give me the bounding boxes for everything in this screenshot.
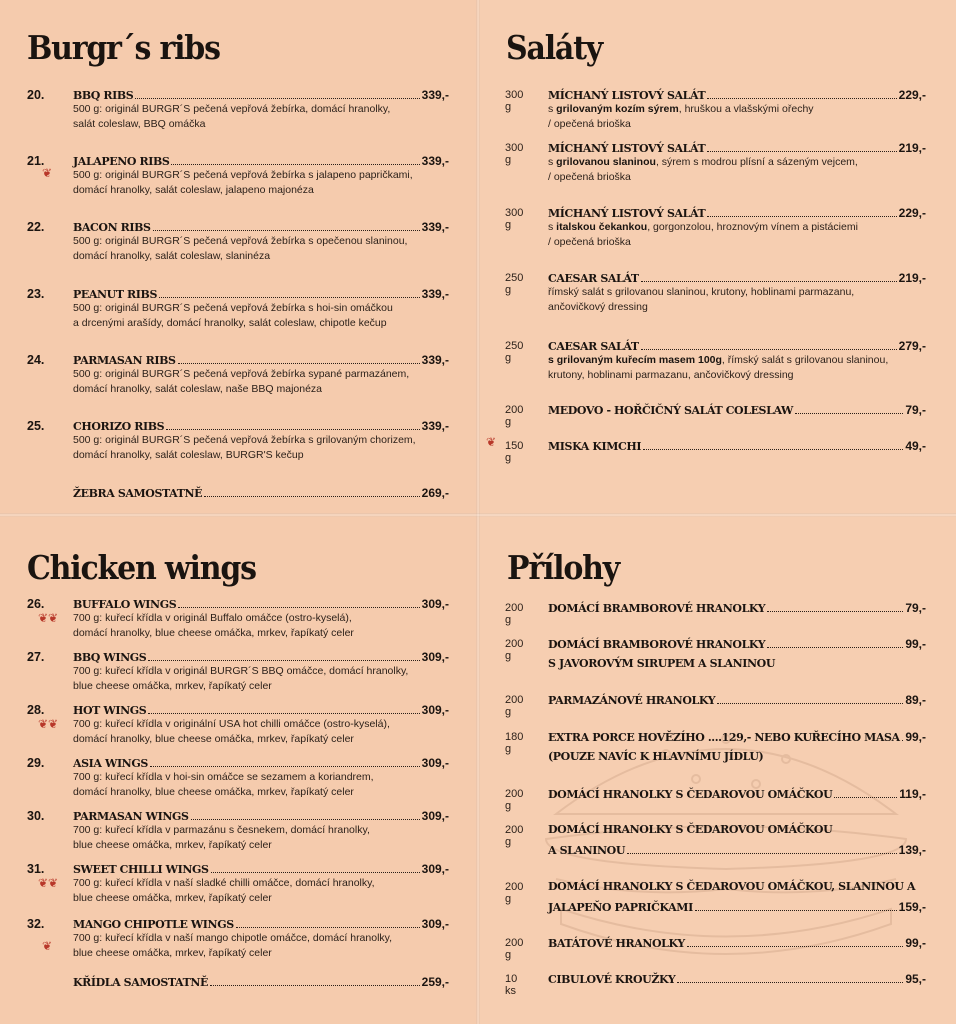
item-number: 32. xyxy=(27,917,45,931)
item-description: 500 g: originál BURGR´S pečená vepřová žebírka s grilovaným chorizem, domácí hranolky, salát coleslaw, BURGR'S kečup xyxy=(73,434,416,461)
item-name: ŽEBRA SAMOSTATNĚ xyxy=(73,487,203,500)
item-description: 500 g: originál BURGR´S pečená vepřová žebírka sypané parmazánem, domácí hranolky, salát coleslaw, naše BBQ majonéza xyxy=(73,368,410,395)
item-weight: 200 g xyxy=(505,937,524,961)
item-name: ASIA WINGS xyxy=(73,757,148,770)
item-price: 339,- xyxy=(421,220,449,234)
item-number: 29. xyxy=(27,756,45,770)
item-name: MANGO CHIPOTLE WINGS xyxy=(73,918,234,931)
item-name-line xyxy=(73,597,449,612)
item-weight: 200 g xyxy=(505,824,524,848)
leader-dots xyxy=(902,739,904,741)
item-number: 23. xyxy=(27,287,45,301)
item-description: římský salát s grilovanou slaninou, krutony, hoblinami parmazanu, ančovičkový dressing xyxy=(548,286,855,313)
item-price: 309,- xyxy=(421,597,449,611)
item-price: 309,- xyxy=(421,917,449,931)
chili-pepper-icon: ❦ xyxy=(42,939,53,953)
item-weight: 150 g xyxy=(505,440,524,464)
item-name: DOMÁCÍ BRAMBOROVÉ HRANOLKY xyxy=(548,602,766,615)
leader-dots xyxy=(707,150,896,152)
item-price: 229,- xyxy=(898,206,926,220)
item-name-line xyxy=(73,154,449,169)
item-name: CHORIZO RIBS xyxy=(73,420,165,433)
item-price: 309,- xyxy=(421,756,449,770)
item-name-line xyxy=(73,756,449,771)
leader-dots xyxy=(643,448,903,450)
wings-title: Chicken wings xyxy=(27,550,256,588)
item-price: 229,- xyxy=(898,88,926,102)
item-name-line xyxy=(73,703,449,718)
item-name: BBQ WINGS xyxy=(73,651,147,664)
item-name-line xyxy=(548,730,926,745)
leader-dots xyxy=(767,646,903,648)
item-price: 309,- xyxy=(421,809,449,823)
item-description: 700 g: kuřecí křídla v originální USA hot chilli omáčce (ostro-kyselá), domácí hranolky, blue cheese omáčka, mrkev, řapíkatý celer xyxy=(73,718,390,745)
item-price: 279,- xyxy=(898,339,926,353)
item-name-line xyxy=(548,972,926,987)
item-name-line xyxy=(73,88,449,103)
item-name: MÍCHANÝ LISTOVÝ SALÁT xyxy=(548,142,706,155)
item-name: CAESAR SALÁT xyxy=(548,272,639,285)
item-price: 309,- xyxy=(421,650,449,664)
item-number: 20. xyxy=(27,88,45,102)
chili-pepper-icon: ❦❦ xyxy=(38,611,59,625)
leader-dots xyxy=(150,765,420,767)
leader-dots xyxy=(166,428,419,430)
item-weight: 10 ks xyxy=(505,973,518,997)
item-price: 79,- xyxy=(905,403,926,417)
leader-dots xyxy=(178,606,419,608)
item-name: DOMÁCÍ HRANOLKY S ČEDAROVOU OMÁČKOU xyxy=(548,788,833,801)
item-price: 49,- xyxy=(905,439,926,453)
item-price: 259,- xyxy=(421,975,449,989)
item-description: 700 g: kuřecí křídla v originál BURGR´S BBQ omáčce, domácí hranolky, blue cheese omáčka, mrkev, řapíkatý celer xyxy=(73,665,409,692)
item-description: 500 g: originál BURGR´S pečená vepřová žebírka, domácí hranolky, salát coleslaw, BBQ omáčka xyxy=(73,103,391,130)
item-price: 79,- xyxy=(905,601,926,615)
item-weight: 180 g xyxy=(505,731,524,755)
item-description: s italskou čekankou, gorgonzolou, hroznovým vínem a pistáciemi / opečená brioška xyxy=(548,221,858,248)
item-name: CAESAR SALÁT xyxy=(548,340,639,353)
item-name-line xyxy=(548,271,926,286)
leader-dots xyxy=(795,412,903,414)
item-price: 119,- xyxy=(899,787,926,801)
item-name-continued: (POUZE NAVÍC K HLAVNÍMU JÍDLU) xyxy=(548,750,764,763)
item-name: EXTRA PORCE HOVĚZÍHO ....129,- NEBO KUŘECÍHO MASA xyxy=(548,731,900,744)
item-price: 159,- xyxy=(898,900,926,914)
item-name: JALAPENO RIBS xyxy=(73,155,170,168)
item-name-line xyxy=(548,141,926,156)
item-name: PARMASAN WINGS xyxy=(73,810,189,823)
leader-dots xyxy=(707,97,896,99)
item-name: DOMÁCÍ BRAMBOROVÉ HRANOLKY xyxy=(548,638,766,651)
item-name-line xyxy=(548,787,926,802)
item-price: 339,- xyxy=(421,88,449,102)
item-name-line xyxy=(73,287,449,302)
leader-dots xyxy=(191,818,420,820)
item-description: 700 g: kuřecí křídla v naší mango chipotle omáčce, domácí hranolky, blue cheese omáčka, mrkev, řapíkatý celer xyxy=(73,932,393,959)
leader-dots xyxy=(171,163,419,165)
item-name-line xyxy=(548,88,926,103)
item-name-line xyxy=(548,206,926,221)
item-description: 500 g: originál BURGR´S pečená vepřová žebírka s jalapeno papričkami, domácí hranolky, salát coleslaw, jalapeno majonéza xyxy=(73,169,413,196)
item-price: 99,- xyxy=(905,730,926,744)
ribs-title: Burgr´s ribs xyxy=(27,30,220,68)
item-number: 25. xyxy=(27,419,45,433)
item-description: s grilovaným kuřecím masem 100g, římský salát s grilovanou slaninou, krutony, hoblinami parmazanu, ančovičkový dressing xyxy=(548,354,889,381)
item-number: 26. xyxy=(27,597,45,611)
item-name-line xyxy=(548,439,926,454)
item-description: 500 g: originál BURGR´S pečená vepřová žebírka s hoi-sin omáčkou a drcenými arašídy, domácí hranolky, salát coleslaw, chipotle kečup xyxy=(73,302,393,329)
item-price: 89,- xyxy=(905,693,926,707)
item-name-line xyxy=(548,637,926,652)
leader-dots xyxy=(687,945,903,947)
item-description: 700 g: kuřecí křídla v parmazánu s česnekem, domácí hranolky, blue cheese omáčka, mrkev, řapíkatý celer xyxy=(73,824,370,851)
item-name: PARMASAN RIBS xyxy=(73,354,176,367)
item-name: HOT WINGS xyxy=(73,704,147,717)
item-name: BUFFALO WINGS xyxy=(73,598,177,611)
item-price: 339,- xyxy=(421,419,449,433)
leader-dots xyxy=(641,280,897,282)
item-weight: 300 g xyxy=(505,142,524,166)
item-description: 500 g: originál BURGR´S pečená vepřová žebírka s opečenou slaninou, domácí hranolky, salát coleslaw, slaninéza xyxy=(73,235,408,262)
item-name-line xyxy=(548,843,926,858)
sides-title: Přílohy xyxy=(507,550,620,588)
leader-dots xyxy=(641,348,897,350)
item-weight: 200 g xyxy=(505,404,524,428)
item-number: 31. xyxy=(27,862,45,876)
item-name: DOMÁCÍ HRANOLKY S ČEDAROVOU OMÁČKOU xyxy=(548,823,833,836)
item-name-line xyxy=(73,917,449,932)
item-name: MÍCHANÝ LISTOVÝ SALÁT xyxy=(548,207,706,220)
item-weight: 300 g xyxy=(505,89,524,113)
item-description: s grilovanou slaninou, sýrem s modrou plísní a sázeným vejcem, / opečená brioška xyxy=(548,156,858,183)
item-price: 339,- xyxy=(421,154,449,168)
item-number: 24. xyxy=(27,353,45,367)
item-weight: 200 g xyxy=(505,788,524,812)
item-number: 22. xyxy=(27,220,45,234)
leader-dots xyxy=(148,712,419,714)
item-number: 30. xyxy=(27,809,45,823)
chili-pepper-icon: ❦❦ xyxy=(38,876,59,890)
item-name: SWEET CHILLI WINGS xyxy=(73,863,209,876)
leader-dots xyxy=(236,926,420,928)
leader-dots xyxy=(159,296,420,298)
salads-panel xyxy=(478,0,956,515)
salads-title: Saláty xyxy=(506,30,603,68)
leader-dots xyxy=(627,852,897,854)
leader-dots xyxy=(178,362,420,364)
item-price: 339,- xyxy=(421,287,449,301)
fold-horizontal xyxy=(0,513,956,517)
item-name-continued: A SLANINOU xyxy=(548,844,626,857)
item-weight: 200 g xyxy=(505,602,524,626)
item-number: 21. xyxy=(27,154,45,168)
item-weight: 200 g xyxy=(505,881,524,905)
item-name: MISKA KIMCHI xyxy=(548,440,642,453)
item-name: MEDOVO - HOŘČIČNÝ SALÁT COLESLAW xyxy=(548,404,793,417)
leader-dots xyxy=(210,984,420,986)
item-price: 269,- xyxy=(421,486,449,500)
fold-vertical xyxy=(476,0,480,1024)
item-price: 99,- xyxy=(905,637,926,651)
item-name: BATÁTOVÉ HRANOLKY xyxy=(548,937,685,950)
leader-dots xyxy=(211,871,420,873)
item-price: 95,- xyxy=(905,972,926,986)
leader-dots xyxy=(677,981,903,983)
item-price: 309,- xyxy=(421,703,449,717)
item-name-continued: S JAVOROVÝM SIRUPEM A SLANINOU xyxy=(548,657,776,670)
item-name-line xyxy=(73,353,449,368)
item-name: BACON RIBS xyxy=(73,221,151,234)
item-name-line xyxy=(548,936,926,951)
item-weight: 200 g xyxy=(505,694,524,718)
item-name-line xyxy=(548,339,926,354)
item-name-line xyxy=(73,862,449,877)
item-name: PEANUT RIBS xyxy=(73,288,157,301)
leader-dots xyxy=(695,909,897,911)
chili-pepper-icon: ❦ xyxy=(486,435,497,449)
item-description: s grilovaným kozím sýrem, hruškou a vlašskými ořechy / opečená brioška xyxy=(548,103,814,130)
item-name: MÍCHANÝ LISTOVÝ SALÁT xyxy=(548,89,706,102)
item-name: KŘÍDLA SAMOSTATNĚ xyxy=(73,976,209,989)
item-name: PARMAZÁNOVÉ HRANOLKY xyxy=(548,694,716,707)
leader-dots xyxy=(204,495,420,497)
item-price: 139,- xyxy=(898,843,926,857)
item-number: 27. xyxy=(27,650,45,664)
item-price: 99,- xyxy=(905,936,926,950)
item-description: 700 g: kuřecí křídla v naší sladké chilli omáčce, domácí hranolky, blue cheese omáčka, mrkev, řapíkatý celer xyxy=(73,877,375,904)
item-number: 28. xyxy=(27,703,45,717)
chili-pepper-icon: ❦❦ xyxy=(38,717,59,731)
item-name-line xyxy=(73,486,449,501)
item-description: 700 g: kuřecí křídla v hoi-sin omáčce se sezamem a koriandrem, domácí hranolky, blue cheese omáčka, mrkev, řapíkatý celer xyxy=(73,771,374,798)
item-price: 219,- xyxy=(898,271,926,285)
item-name-line xyxy=(548,403,926,418)
item-name-line xyxy=(548,601,926,616)
item-name-line xyxy=(548,900,926,915)
leader-dots xyxy=(767,610,903,612)
item-price: 309,- xyxy=(421,862,449,876)
leader-dots xyxy=(153,229,420,231)
item-name: CIBULOVÉ KROUŽKY xyxy=(548,973,676,986)
leader-dots xyxy=(135,97,419,99)
item-name: DOMÁCÍ HRANOLKY S ČEDAROVOU OMÁČKOU, SLANINOU A xyxy=(548,880,916,893)
item-name: BBQ RIBS xyxy=(73,89,134,102)
chili-pepper-icon: ❦ xyxy=(42,166,53,180)
leader-dots xyxy=(707,215,896,217)
item-name-line xyxy=(73,220,449,235)
item-name-continued: JALAPEŇO PAPRIČKAMI xyxy=(548,901,693,914)
item-name-line xyxy=(73,975,449,990)
item-weight: 250 g xyxy=(505,272,524,296)
leader-dots xyxy=(834,796,897,798)
item-weight: 250 g xyxy=(505,340,524,364)
item-weight: 200 g xyxy=(505,638,524,662)
item-name-line xyxy=(73,809,449,824)
item-name-line xyxy=(73,419,449,434)
item-weight: 300 g xyxy=(505,207,524,231)
item-name-line xyxy=(73,650,449,665)
item-price: 339,- xyxy=(421,353,449,367)
item-name-line xyxy=(548,693,926,708)
item-price: 219,- xyxy=(898,141,926,155)
leader-dots xyxy=(717,702,903,704)
leader-dots xyxy=(148,659,419,661)
item-description: 700 g: kuřecí křídla v originál Buffalo omáčce (ostro-kyselá), domácí hranolky, blue cheese omáčka, mrkev, řapíkatý celer xyxy=(73,612,354,639)
